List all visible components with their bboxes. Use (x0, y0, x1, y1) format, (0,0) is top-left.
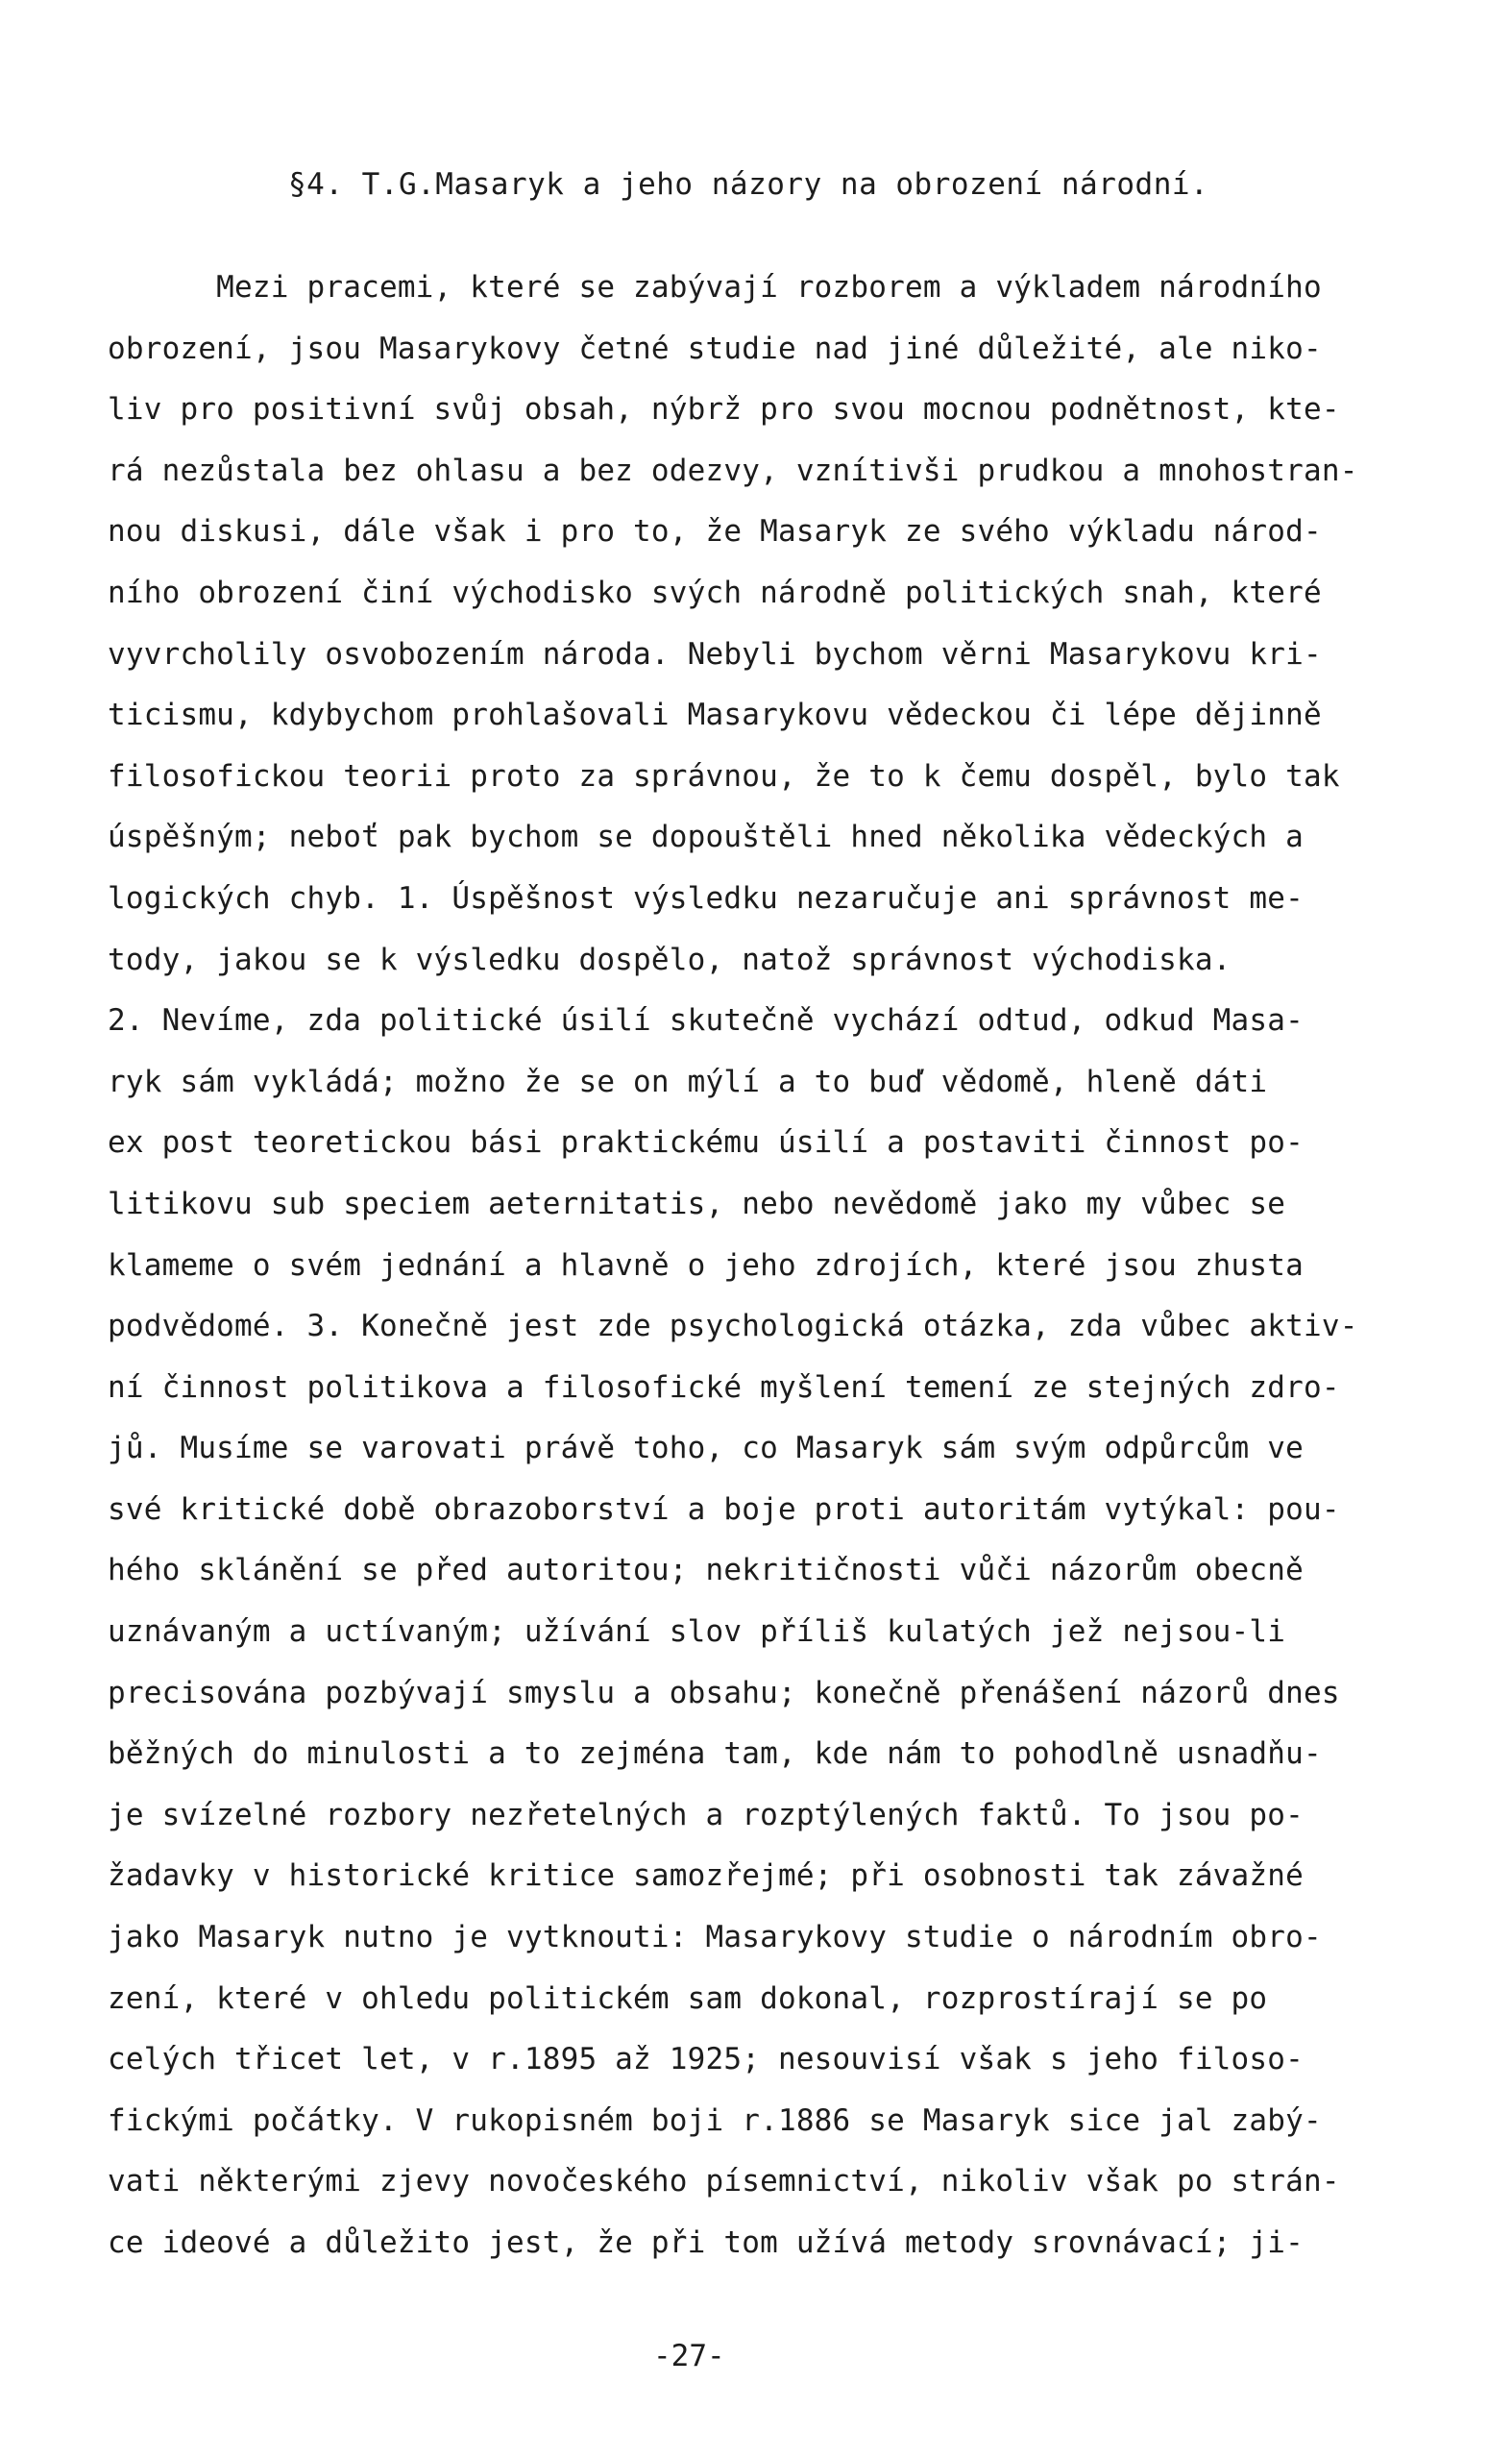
text-line: běžných do minulosti a to zejména tam, kde nám to pohodlně usnadňu- (108, 1736, 1322, 1772)
text-line: úspěšným; neboť pak bychom se dopouštěli hned několika vědeckých a (108, 820, 1304, 855)
text-line: celých třicet let, v r.1895 až 1925; nesouvisí však s jeho filoso- (108, 2042, 1304, 2077)
text-line: ce ideové a důležito jest, že při tom užívá metody srovnávací; ji- (108, 2225, 1304, 2260)
text-line: rá nezůstala bez ohlasu a bez odezvy, vznítivši prudkou a mnohostran- (108, 453, 1358, 488)
text-line: ní činnost politikova a filosofické myšlení temení ze stejných zdro- (108, 1369, 1340, 1405)
text-line: vati některými zjevy novočeského písemnictví, nikoliv však po strán- (108, 2164, 1340, 2199)
text-line: fickými počátky. V rukopisném boji r.1886 se Masaryk sice jal zabý- (108, 2102, 1322, 2138)
section-heading: §4. T.G.Masaryk a jeho názory na obrození národní. (288, 167, 1209, 202)
text-line: jako Masaryk nutno je vytknouti: Masarykovy studie o národním obro- (108, 1920, 1322, 1955)
text-line: ryk sám vykládá; možno že se on mýlí a to buď vědomě, hleně dáti (108, 1064, 1268, 1099)
text-line: precisována pozbývají smyslu a obsahu; konečně přenášení názorů dnes (108, 1675, 1340, 1710)
text-line: uznávaným a uctívaným; užívání slov příliš kulatých jež nejsou-li (108, 1614, 1286, 1650)
text-line: liv pro positivní svůj obsah, nýbrž pro svou mocnou podnětnost, kte- (108, 392, 1340, 428)
text-line: ního obrození činí východisko svých národně politických snah, které (108, 575, 1322, 610)
text-line: nou diskusi, dále však i pro to, že Masaryk ze svého výkladu národ- (108, 514, 1322, 550)
text-line: ticismu, kdybychom prohlašovali Masarykovu vědeckou či lépe dějinně (108, 698, 1322, 733)
text-line: jů. Musíme se varovati právě toho, co Masaryk sám svým odpůrcům ve (108, 1431, 1304, 1466)
text-line: Mezi pracemi, které se zabývají rozborem a výkladem národního (108, 270, 1322, 305)
text-line: žadavky v historické kritice samozřejmé; při osobnosti tak závažné (108, 1858, 1304, 1894)
text-line: 2. Nevíme, zda politické úsilí skutečně vychází odtud, odkud Masa- (108, 1003, 1304, 1039)
page-number: -27- (653, 2339, 725, 2373)
text-line: filosofickou teorii proto za správnou, že to k čemu dospěl, bylo tak (108, 758, 1340, 794)
text-line: podvědomé. 3. Konečně jest zde psychologická otázka, zda vůbec aktiv- (108, 1309, 1358, 1344)
body-text (108, 258, 1414, 2274)
text-line: hého sklánění se před autoritou; nekritičnosti vůči názorům obecně (108, 1553, 1304, 1588)
text-line: ex post teoretickou bási praktickému úsilí a postaviti činnost po- (108, 1125, 1304, 1161)
text-line: litikovu sub speciem aeternitatis, nebo nevědomě jako my vůbec se (108, 1186, 1286, 1221)
text-line: obrození, jsou Masarykovy četné studie nad jiné důležité, ale niko- (108, 331, 1322, 366)
text-line: své kritické době obrazoborství a boje proti autoritám vytýkal: pou- (108, 1491, 1340, 1527)
text-line: logických chyb. 1. Úspěšnost výsledku nezaručuje ani správnost me- (108, 880, 1304, 916)
text-line: vyvrcholily osvobozením národa. Nebyli bychom věrni Masarykovu kri- (108, 636, 1322, 672)
text-line: klameme o svém jednání a hlavně o jeho zdrojích, které jsou zhusta (108, 1247, 1304, 1283)
text-line: je svízelné rozbory nezřetelných a rozptýlených faktů. To jsou po- (108, 1797, 1304, 1832)
text-line: tody, jakou se k výsledku dospělo, natož správnost východiska. (108, 942, 1232, 977)
text-line: zení, které v ohledu politickém sam dokonal, rozprostírají se po (108, 1980, 1268, 2016)
